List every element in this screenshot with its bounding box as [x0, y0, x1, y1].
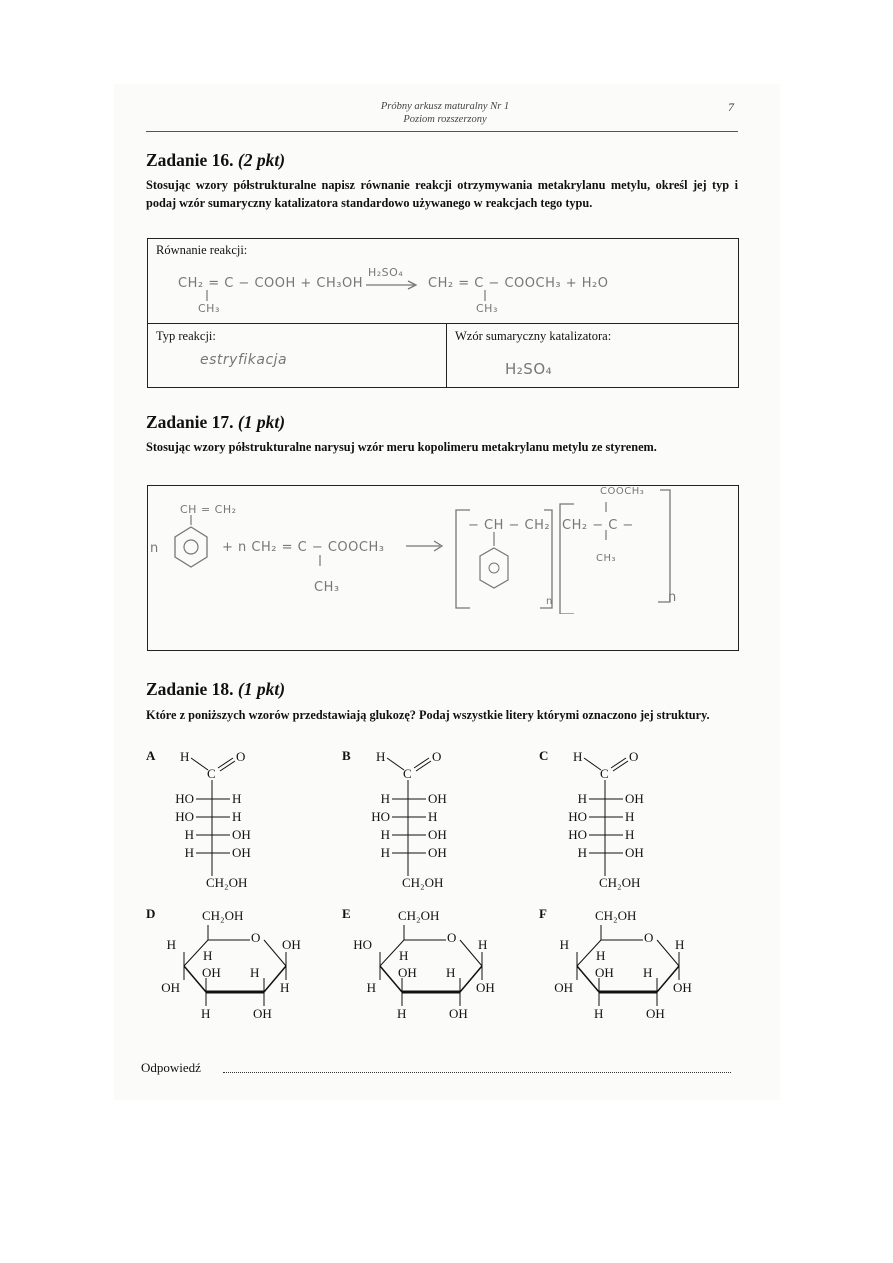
structure-letter: C: [539, 748, 549, 763]
fischer-left-group: H: [380, 827, 390, 842]
task16-divider: [148, 323, 738, 324]
haworth-c2-down: OH: [646, 1006, 665, 1021]
fischer-right-group: OH: [232, 845, 251, 860]
page-number: 7: [728, 100, 734, 114]
fischer-left-group: HO: [371, 809, 390, 824]
haworth-c2-up: H: [643, 965, 653, 980]
reaction-type-answer: estryfikacja: [200, 352, 288, 368]
hw-subscript-n1: n: [546, 596, 553, 607]
header-subtitle: Poziom rozszerzony: [403, 114, 487, 125]
task17-instruction: Stosując wzory półstrukturalne narysuj wzór meru kopolimeru metakrylanu metylu ze styrenem.: [146, 440, 657, 454]
fischer-top-c: C: [600, 766, 609, 781]
hw-coefficient-n: n: [150, 541, 159, 556]
haworth-ch2oh: CH₂OH: [202, 908, 244, 923]
fischer-bottom: CH₂OH: [599, 875, 641, 890]
catalyst-answer: H₂SO₄: [505, 360, 553, 378]
catalyst-label: Wzór sumaryczny katalizatora:: [455, 329, 612, 343]
haworth-ch2oh: CH₂OH: [595, 908, 637, 923]
task16-title: Zadanie 16.: [146, 150, 234, 170]
equation-catalyst: H₂SO₄: [368, 266, 404, 279]
haworth-structure-d: [146, 906, 316, 1026]
haworth-c4-up: H: [399, 948, 409, 963]
hw-brackets: [448, 484, 698, 614]
fischer-left-group: H: [577, 845, 587, 860]
haworth-c2-down: OH: [253, 1006, 272, 1021]
fischer-right-group: OH: [428, 827, 447, 842]
haworth-c4-up: H: [203, 948, 213, 963]
fischer-right-group: H: [625, 827, 635, 842]
task18-points: (1 pkt): [237, 679, 286, 699]
haworth-c3-down: H: [201, 1006, 211, 1021]
hw-bracket1-text: − CH − CH₂: [468, 518, 551, 533]
haworth-c4-left: OH: [161, 980, 180, 995]
haworth-c3-up: OH: [202, 965, 221, 980]
haworth-structure-e: [342, 906, 512, 1026]
fischer-top-c: C: [207, 766, 216, 781]
fischer-left-group: H: [184, 845, 194, 860]
hw-cooch3: COOCH₃: [600, 486, 645, 497]
task17-points: (1 pkt): [237, 412, 286, 432]
hw-bracket2-text: CH₂ − C −: [562, 518, 634, 533]
haworth-c1-right: H: [675, 937, 685, 952]
fischer-structure-a: [146, 748, 276, 893]
header-title: Próbny arkusz maturalny Nr 1: [380, 101, 510, 112]
haworth-c5-left: H: [559, 937, 569, 952]
fischer-top-c: C: [403, 766, 412, 781]
hw-ch3: CH₃: [314, 580, 340, 595]
equation-left: CH₂ = C − COOH + CH₃OH: [178, 276, 364, 291]
equation-right: CH₂ = C − COOCH₃ + H₂O: [428, 276, 609, 291]
header-rule: [146, 131, 738, 132]
fischer-top-o: O: [629, 749, 639, 764]
haworth-bonds: [539, 906, 709, 1026]
task16-heading: [146, 150, 285, 171]
reaction-type-label: Typ reakcji:: [156, 329, 216, 343]
task16-points: (2 pkt): [237, 150, 286, 170]
task16-instruction: Stosując wzory półstrukturalne napisz równanie reakcji otrzymywania metakrylanu metylu, określ jej typ i podaj wzór sumaryczny katalizatora standardowo używanego w reakcjach tego typu.: [146, 178, 738, 210]
hw-benzene-ring: [170, 515, 212, 571]
haworth-c1-right: OH: [282, 937, 301, 952]
fischer-left-group: H: [380, 845, 390, 860]
fischer-right-group: OH: [428, 791, 447, 806]
equation-label: Równanie reakcji:: [156, 243, 248, 257]
fischer-right-group: OH: [428, 845, 447, 860]
fischer-left-group: H: [577, 791, 587, 806]
structure-letter: F: [539, 906, 547, 921]
fischer-right-group: OH: [232, 827, 251, 842]
fischer-left-group: HO: [175, 809, 194, 824]
haworth-c2-down: OH: [449, 1006, 468, 1021]
fischer-left-group: HO: [568, 809, 587, 824]
hw-arrow: [406, 540, 446, 552]
haworth-structure-f: [539, 906, 709, 1026]
task18-heading: [146, 679, 285, 700]
task17-heading: [146, 412, 285, 433]
equation-arrow: [364, 280, 420, 290]
fischer-left-group: H: [184, 827, 194, 842]
equation-ch3-left: CH₃: [198, 302, 220, 315]
hw-plus-monomer: + n CH₂ = C − COOCH₃: [222, 540, 385, 555]
haworth-c4-left: OH: [554, 980, 573, 995]
fischer-left-group: HO: [175, 791, 194, 806]
haworth-c3-down: H: [397, 1006, 407, 1021]
haworth-ring-o: O: [644, 930, 654, 945]
haworth-c1-down: OH: [673, 980, 692, 995]
structure-letter: E: [342, 906, 351, 921]
haworth-c1-right: H: [478, 937, 488, 952]
fischer-top-o: O: [432, 749, 442, 764]
answer-label: [141, 1060, 201, 1076]
haworth-ch2oh: CH₂OH: [398, 908, 440, 923]
fischer-bottom: CH₂OH: [402, 875, 444, 890]
haworth-c1-down: H: [280, 980, 290, 995]
fischer-right-group: H: [625, 809, 635, 824]
fischer-top-h: H: [180, 749, 190, 764]
haworth-ring-o: O: [447, 930, 457, 945]
equation-bond-left: [205, 290, 209, 302]
haworth-bonds: [342, 906, 512, 1026]
fischer-structure-c: [539, 748, 669, 893]
hw-vinyl: CH = CH₂: [180, 503, 237, 516]
fischer-top-h: H: [376, 749, 386, 764]
haworth-c4-left: H: [366, 980, 376, 995]
hw-ch3-b: CH₃: [596, 553, 617, 564]
equation-ch3-right: CH₃: [476, 302, 498, 315]
haworth-ring-o: O: [251, 930, 261, 945]
fischer-right-group: H: [428, 809, 438, 824]
fischer-bottom: CH₂OH: [206, 875, 248, 890]
haworth-c2-up: H: [446, 965, 456, 980]
fischer-structure-b: [342, 748, 472, 893]
fischer-top-h: H: [573, 749, 583, 764]
fischer-right-group: OH: [625, 791, 644, 806]
haworth-c3-up: OH: [398, 965, 417, 980]
haworth-bonds: [146, 906, 316, 1026]
fischer-left-group: H: [380, 791, 390, 806]
hw-subscript-n2: n: [668, 590, 677, 605]
equation-bond-right: [483, 290, 487, 302]
haworth-c4-up: H: [596, 948, 606, 963]
hw-bond: [318, 555, 322, 567]
haworth-c3-up: OH: [595, 965, 614, 980]
fischer-right-group: H: [232, 809, 242, 824]
haworth-c5-left: H: [166, 937, 176, 952]
answer-dotted-line[interactable]: [223, 1072, 731, 1073]
haworth-c1-down: OH: [476, 980, 495, 995]
haworth-c5-left: HO: [353, 937, 372, 952]
fischer-right-group: OH: [625, 845, 644, 860]
task17-title: Zadanie 17.: [146, 412, 234, 432]
fischer-left-group: HO: [568, 827, 587, 842]
answer-label-text: Odpowiedź: [141, 1060, 201, 1075]
haworth-c2-up: H: [250, 965, 260, 980]
structure-letter: A: [146, 748, 156, 763]
task18-instruction: Które z poniższych wzorów przedstawiają glukozę? Podaj wszystkie litery którymi oznaczono jej struktury.: [146, 708, 710, 722]
fischer-right-group: H: [232, 791, 242, 806]
task18-title: Zadanie 18.: [146, 679, 234, 699]
task16-vdivider: [446, 323, 447, 387]
structure-letter: D: [146, 906, 156, 921]
haworth-c3-down: H: [594, 1006, 604, 1021]
structure-letter: B: [342, 748, 351, 763]
fischer-top-o: O: [236, 749, 246, 764]
